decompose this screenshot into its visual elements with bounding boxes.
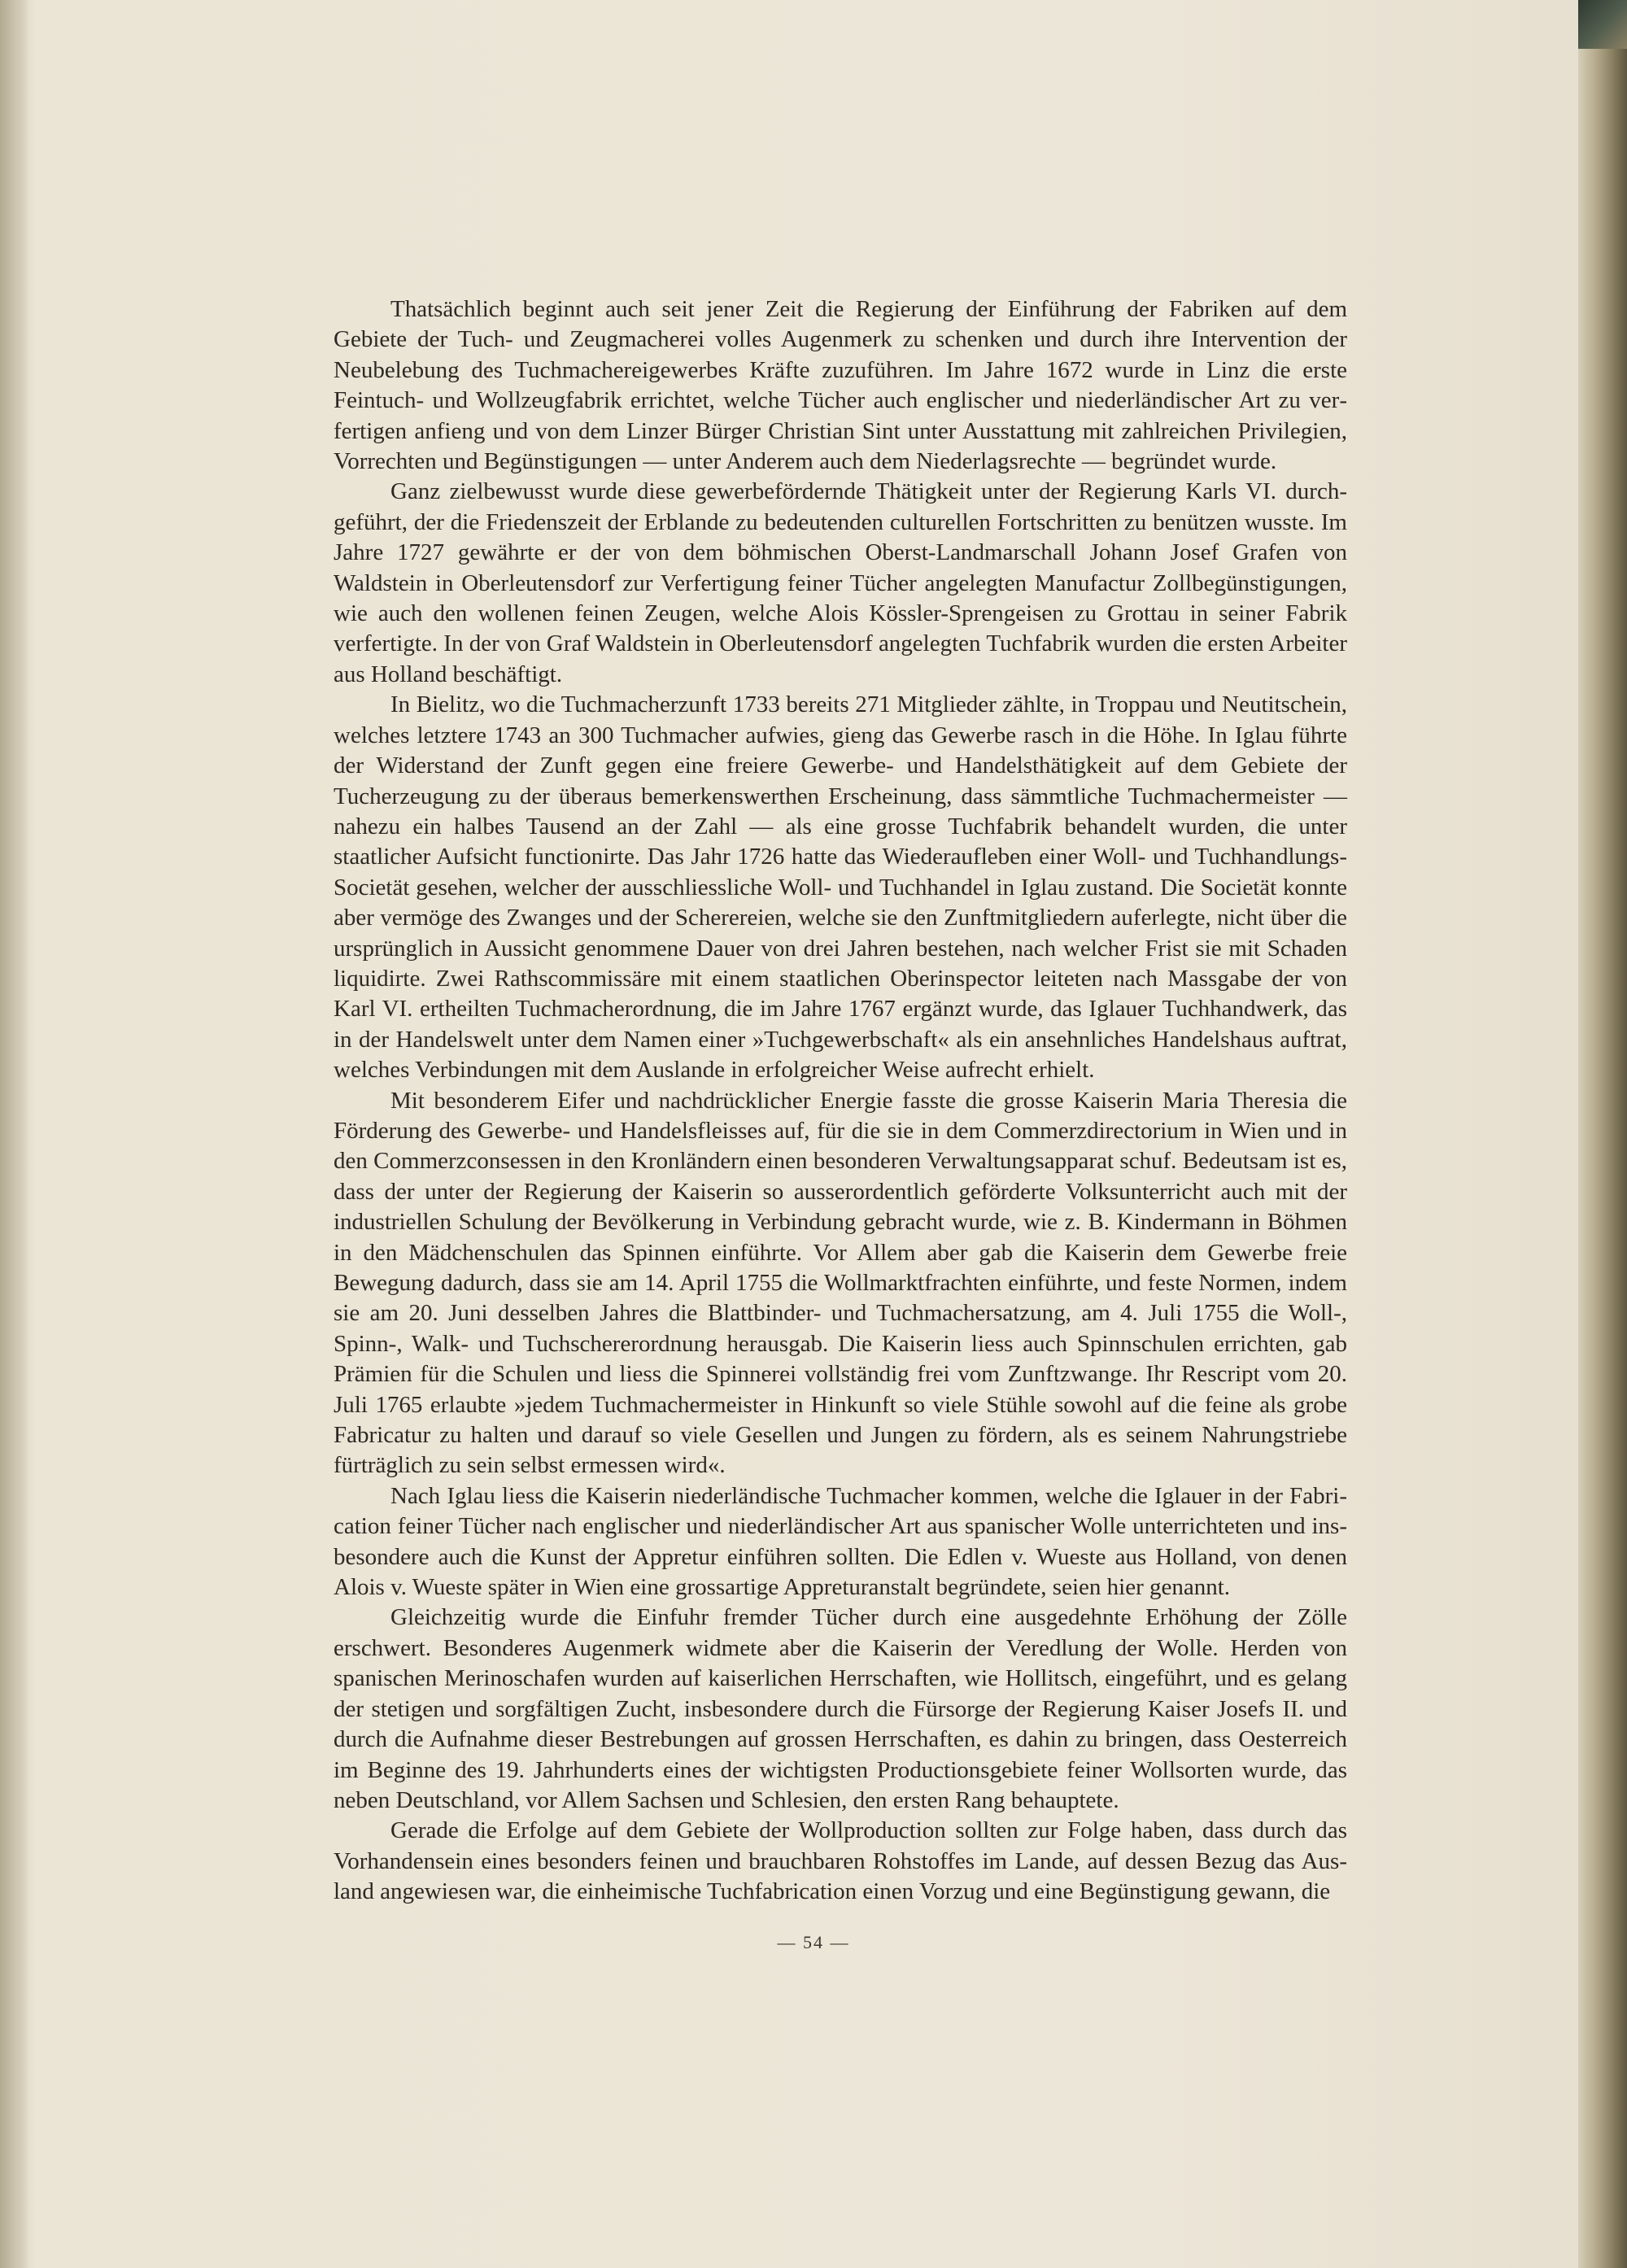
paragraph-3: In Bielitz, wo die Tuchmacherzunft 1733 bereits 271 Mitglieder zählte, in Troppau und Neutitschein, welches letztere 1743 an 300 Tuchmacher aufwies, gieng das Gewerbe rasch in die Höhe. In Iglau führte der Widerstand der Zunft gegen eine freiere Gewerbe- und Handelsthätigkeit auf dem Gebiete der Tucherzeugung zu der überaus bemerkenswerthen Erscheinung, dass sämmtliche Tuchmachermeister — nahezu ein halbes Tausend an der Zahl — als eine grosse Tuchfabrik behandelt wurden, die unter staatlicher Aufsicht functionirte. Das Jahr 1726 hatte das Wiederaufleben einer Woll- und Tuchhandlungs-Societät gesehen, welcher der ausschliessliche Woll- und Tuchhandel in Iglau zustand. Die Societät konnte aber vermöge des Zwanges und der Scherereien, welche sie den Zunftmitgliedern auferlegte, nicht über die ursprünglich in Aussicht genommene Dauer von drei Jahren bestehen, nach welcher Frist sie mit Schaden liquidirte. Zwei Rathscommissäre mit einem staatlichen Oberinspector leiteten nach Massgabe der von Karl VI. ertheilten Tuchmacherordnung, die im Jahre 1767 ergänzt wurde, das Iglauer Tuchhandwerk, das in der Handelswelt unter dem Namen einer »Tuchgewerbschaft« als ein ansehnliches Handelshaus auftrat, welches Verbindungen mit dem Auslande in erfolgreicher Weise aufrecht erhielt.: [334, 691, 1347, 1084]
paragraph-6: Gleichzeitig wurde die Einfuhr fremder Tücher durch eine ausgedehnte Erhöhung der Zölle erschwert. Besonderes Augenmerk widmete aber die Kaiserin der Veredlung der Wolle. Herden von spanischen Merinoschafen wurden auf kaiserlichen Herrschaften, wie Hollitsch, eingeführt, und es gelang der stetigen und sorgfältigen Zucht, insbesondere durch die Fürsorge der Regierung Kaiser Josefs II. und durch die Aufnahme dieser Bestrebungen auf grossen Herrschaften, es dahin zu bringen, dass Oesterreich im Beginne des 19. Jahrhunderts eines der wichtigsten Productionsgebiete feiner Wollsorten wurde, das neben Deutschland, vor Allem Sachsen und Schlesien, den ersten Rang behauptete.: [334, 1604, 1347, 1813]
paragraph-4: Mit besonderem Eifer und nachdrücklicher Energie fasste die grosse Kaiserin Maria Theresia die Förderung des Gewerbe- und Handelsfleisses auf, für die sie in dem Commerzdirectorium in Wien und in den Commerzconsessen in den Kronländern einen besonderen Verwaltungsapparat schuf. Bedeutsam ist es, dass der unter der Regierung der Kaiserin so ausserordentlich geförderte Volksunterricht auch mit der industriellen Schulung der Bevölkerung in Verbindung gebracht wurde, wie z. B. Kindermann in Böhmen in den Mädchenschulen das Spinnen einführte. Vor Allem aber gab die Kaiserin dem Gewerbe freie Bewegung dadurch, dass sie am 14. April 1755 die Wollmarktfrachten einführte, und feste Normen, indem sie am 20. Juni desselben Jahres die Blattbinder- und Tuchmachersatzung, am 4. Juli 1755 die Woll-, Spinn-, Walk- und Tuchschererordnung herausgab. Die Kaiserin liess auch Spinnschulen errichten, gab Prämien für die Schulen und liess die Spinnerei vollständig frei vom Zunftzwange. Ihr Rescript vom 20. Juli 1765 erlaubte »jedem Tuchmachermeister in Hinkunft so viele Stühle sowohl auf die feine als grobe Fabricatur zu halten und darauf so viele Gesellen und Jungen zu fördern, als es seinem Nahrungstriebe fürträglich zu sein selbst ermessen wird«.: [334, 1087, 1347, 1479]
book-spine: [1578, 0, 1627, 2268]
paragraph-1: Thatsächlich beginnt auch seit jener Zeit die Regierung der Einführung der Fabriken auf dem Gebiete der Tuch- und Zeugmacherei volles Augenmerk zu schenken und durch ihre Intervention der Neubelebung des Tuchmachereigewerbes Kräfte zuzuführen. Im Jahre 1672 wurde in Linz die erste Feintuch- und Wollzeugfabrik errichtet, welche Tücher auch englischer und niederländischer Art zu verfertigen anfieng und von dem Linzer Bürger Christian Sint unter Ausstattung mit zahlreichen Privilegien, Vorrechten und Begünstigungen — unter Anderem auch dem Niederlagsrechte — begründet wurde.: [334, 296, 1347, 475]
page-left-edge: [0, 0, 29, 2268]
paragraph-2: Ganz zielbewusst wurde diese gewerbefördernde Thätigkeit unter der Regierung Karls VI. durchgeführt, der die Friedenszeit der Erblande zu bedeutenden culturellen Fortschritten zu benützen wusste. Im Jahre 1727 gewährte er der von dem böhmischen Oberst-Landmarschall Johann Josef Grafen von Waldstein in Oberleutensdorf zur Verfertigung feiner Tücher angelegten Manufactur Zollbegünstigungen, wie auch den wollenen feinen Zeugen, welche Alois Kössler-Sprengeisen zu Grottau in seiner Fabrik verfertigte. In der von Graf Waldstein in Oberleutensdorf angelegten Tuchfabrik wurden die ersten Arbeiter aus Holland beschäftigt.: [334, 478, 1347, 687]
paragraph-7: Gerade die Erfolge auf dem Gebiete der Wollproduction sollten zur Folge haben, dass durch das Vorhandensein eines besonders feinen und brauchbaren Rohstoffes im Lande, auf dessen Bezug das Ausland angewiesen war, die einheimische Tuchfabrication einen Vorzug und eine Begünstigung gewann, die: [334, 1817, 1347, 1905]
book-cover-corner: [1578, 0, 1627, 49]
page-number: — 54 —: [777, 1932, 850, 1952]
body-text: [334, 294, 1347, 1908]
paragraph-5: Nach Iglau liess die Kaiserin niederländische Tuchmacher kommen, welche die Iglauer in der Fabrication feiner Tücher nach englischer und niederländischer Art aus spanischer Wolle unterrichteten und insbesondere auch die Kunst der Appretur einführen sollten. Die Edlen v. Wueste aus Holland, von denen Alois v. Wueste später in Wien eine grossartige Appreturanstalt begründete, seien hier genannt.: [334, 1482, 1347, 1601]
